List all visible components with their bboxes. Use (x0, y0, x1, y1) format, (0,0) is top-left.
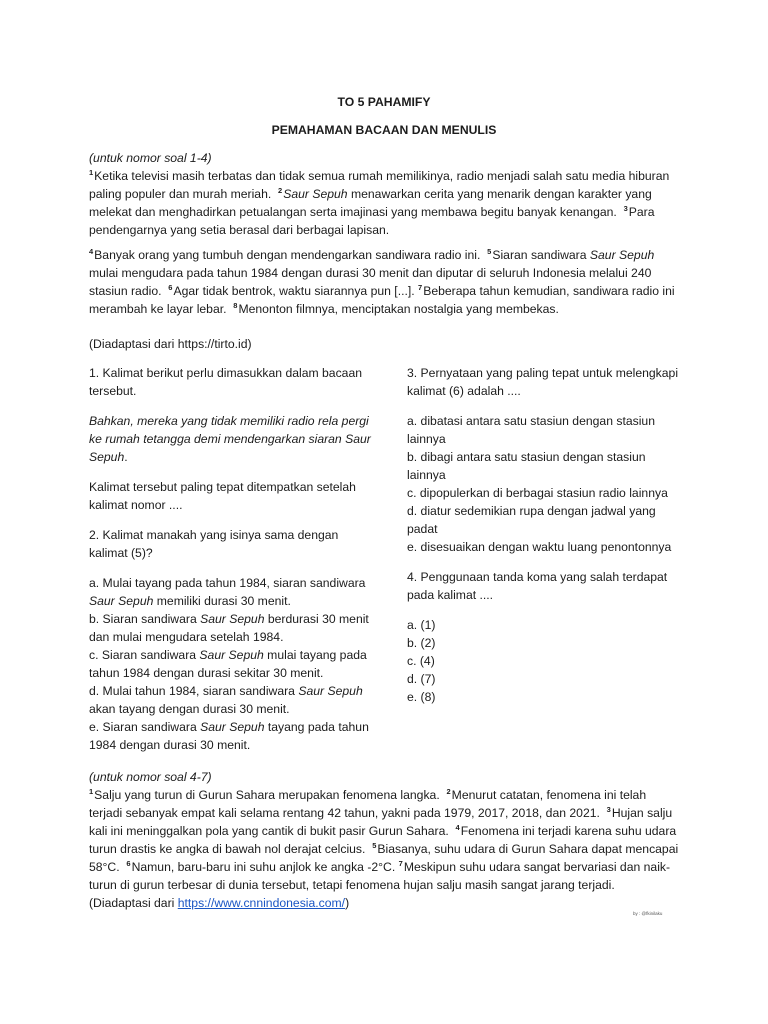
question-1-followup: Kalimat tersebut paling tepat ditempatkan setelah kalimat nomor .... (89, 480, 356, 512)
option-2e[interactable]: e. Siaran sandiwara Saur Sepuh tayang pada tahun 1984 dengan durasi 30 menit. (89, 720, 369, 752)
passage-2-range: (untuk nomor soal 4-7) (89, 770, 212, 784)
question-2-options (89, 574, 379, 754)
question-1-quote: Bahkan, mereka yang tidak memiliki radio rela pergi ke rumah tetangga demi mendengarkan siaran Saur Sepuh. (89, 414, 371, 464)
question-4: 4. Penggunaan tanda koma yang salah terdapat pada kalimat .... (407, 570, 668, 602)
option-3a[interactable]: a. dibatasi antara satu stasiun dengan stasiun lainnya (407, 414, 655, 446)
passage-2-source: (Diadaptasi dari https://www.cnnindonesia.com/) (89, 896, 350, 910)
page-title: TO 5 PAHAMIFY (337, 95, 431, 109)
question-2: 2. Kalimat manakah yang isinya sama dengan kalimat (5)? (89, 528, 339, 560)
left-column (89, 364, 379, 754)
question-3: 3. Pernyataan yang paling tepat untuk melengkapi kalimat (6) adalah .... (407, 366, 679, 398)
option-4e[interactable]: e. (8) (407, 690, 436, 704)
option-4b[interactable]: b. (2) (407, 636, 436, 650)
passage-1-source: (Diadaptasi dari https://tirto.id) (89, 337, 252, 351)
passage-2: (untuk nomor soal 4-7) $^1$Salju yang turun di Gurun Sahara merupakan fenomena langka. $^2$Menurut catatan, fenomena ini telah terjadi sebanyak empat kali selama rentang 42 tahun, yakni pada 1979, 2017, 2018, dan 2021. $^3$Hujan salju kali ini meninggalkan pola yang cantik di bukit pasir Gurun Sahara. $^4$Fenomena ini terjadi karena suhu udara turun drastis ke angka di bawah nol derajat celcius. $^5$Biasanya, suhu udara di Gurun Sahara dapat mencapai 58°C. $^6$Namun, baru-baru ini suhu anjlok ke angka -2°C. $^7$Meskipun suhu udara sangat bervariasi dan naik-turun di gurun terbesar di dunia tersebut, tetapi fenomena hujan salju masih sangat jarang terjadi. (Diadaptasi dari https://www.cnnindonesia.com/) (89, 770, 679, 910)
credit-text: by : @fkinilaku (633, 911, 663, 916)
question-1: 1. Kalimat berikut perlu dimasukkan dalam bacaan tersebut. (89, 366, 363, 398)
option-2b[interactable]: b. Siaran sandiwara Saur Sepuh berdurasi 30 menit dan mulai mengudara setelah 1984. (89, 612, 369, 644)
option-4d[interactable]: d. (7) (407, 672, 436, 686)
option-2c[interactable]: c. Siaran sandiwara Saur Sepuh mulai tayang pada tahun 1984 dengan durasi sekitar 30 menit. (89, 648, 367, 680)
option-3b[interactable]: b. dibagi antara satu stasiun dengan stasiun lainnya (407, 450, 646, 482)
question-3-options (407, 412, 687, 556)
option-2a[interactable]: a. Mulai tayang pada tahun 1984, siaran sandiwara Saur Sepuh memiliki durasi 30 menit. (89, 576, 366, 608)
passage-1-range: (untuk nomor soal 1-4) (89, 151, 212, 165)
option-3c[interactable]: c. dipopulerkan di berbagai stasiun radio lainnya (407, 486, 668, 500)
section-title: PEMAHAMAN BACAAN DAN MENULIS (271, 123, 497, 137)
option-4c[interactable]: c. (4) (407, 654, 435, 668)
option-3e[interactable]: e. disesuaikan dengan waktu luang penontonnya (407, 540, 672, 554)
option-4a[interactable]: a. (1) (407, 618, 436, 632)
source-link[interactable]: https://www.cnnindonesia.com/ (177, 896, 346, 910)
option-2d[interactable]: d. Mulai tahun 1984, siaran sandiwara Saur Sepuh akan tayang dengan durasi 30 menit. (89, 684, 363, 716)
question-4-options (407, 616, 687, 706)
option-3d[interactable]: d. diatur sedemikian rupa dengan jadwal yang padat (407, 504, 656, 536)
passage-1-paragraph-2: $^4$Banyak orang yang tumbuh dengan mendengarkan sandiwara radio ini. $^5$Siaran sandiwara Saur Sepuh mulai mengudara pada tahun 1984 dengan durasi 30 menit dan diputar di seluruh Indonesia melalui 240 stasiun radio. $^6$Agar tidak bentrok, waktu siarannya pun [...]. $^7$Beberapa tahun kemudian, sandiwara radio ini merambah ke layar lebar. $^8$Menonton filmnya, menciptakan nostalgia yang membekas. (89, 247, 675, 316)
passage-1-paragraph-1: (untuk nomor soal 1-4) $^1$Ketika televisi masih terbatas dan tidak semua rumah memilikinya, radio menjadi salah satu media hiburan paling populer dan murah meriah. $^2$Saur Sepuh menawarkan cerita yang menarik dengan karakter yang melekat dan menghadirkan petualangan serta imajinasi yang membawa begitu banyak kenangan. $^3$Para pendengarnya yang setia berasal dari berbagai lapisan. (89, 151, 670, 237)
right-column (407, 364, 687, 706)
